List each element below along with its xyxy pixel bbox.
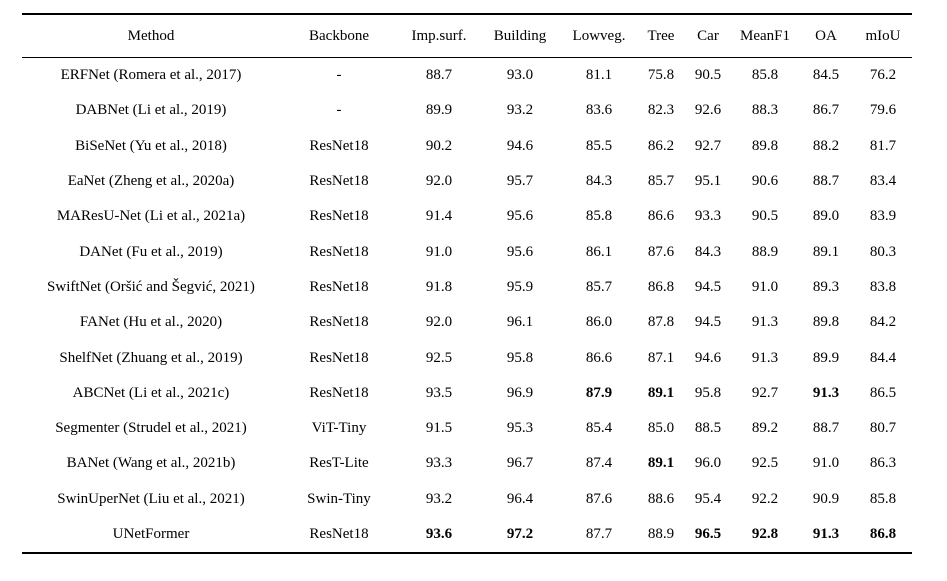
method-cell: DABNet (Li et al., 2019) [75,102,227,119]
metric-cell: 90.9 [812,490,840,507]
column-header-oa: OA [815,27,837,44]
metric-cell: 89.8 [812,314,840,331]
method-cell: EaNet (Zheng et al., 2020a) [67,173,235,190]
metric-cell: 96.1 [506,314,534,331]
metric-cell: 92.6 [694,102,722,119]
metric-cell: 94.5 [694,278,722,295]
metric-cell: 89.9 [812,349,840,366]
metric-cell: 91.0 [751,278,779,295]
metric-cell: 96.4 [506,490,534,507]
metric-cell: 85.8 [585,208,613,225]
method-cell: DANet (Fu et al., 2019) [79,243,223,260]
column-header-meanf1: MeanF1 [740,27,790,44]
metric-cell: 87.1 [647,349,675,366]
metric-cell: 87.8 [647,314,675,331]
metric-cell: 89.1 [647,455,675,472]
method-cell: SwinUperNet (Liu et al., 2021) [57,490,245,507]
metric-cell: 95.7 [506,173,534,190]
metric-cell: 89.1 [812,243,840,260]
metric-cell: 95.8 [694,384,722,401]
metric-cell: 89.3 [812,278,840,295]
backbone-cell: ResNet18 [309,278,369,295]
metric-cell: 83.8 [869,278,897,295]
metric-cell: 82.3 [647,102,675,119]
metric-cell: 84.5 [812,67,840,84]
metric-cell: 86.5 [869,384,897,401]
metric-cell: 80.3 [869,243,897,260]
metric-cell: 95.4 [694,490,722,507]
method-cell: BANet (Wang et al., 2021b) [66,455,236,472]
backbone-cell: ResNet18 [309,173,369,190]
results-table [22,13,912,554]
method-cell: Segmenter (Strudel et al., 2021) [55,420,247,437]
metric-cell: 87.6 [585,490,613,507]
metric-cell: 85.8 [869,490,897,507]
metric-cell: 89.9 [425,102,453,119]
table-row [22,58,912,94]
metric-cell: 79.6 [869,102,897,119]
metric-cell: 88.3 [751,102,779,119]
metric-cell: 86.8 [647,278,675,295]
metric-cell: 95.1 [694,173,722,190]
metric-cell: 96.7 [506,455,534,472]
metric-cell: 93.3 [425,455,453,472]
metric-cell: 88.2 [812,137,840,154]
metric-cell: 87.4 [585,455,613,472]
metric-cell: 90.2 [425,137,453,154]
metric-cell: 85.7 [585,278,613,295]
column-header-building: Building [493,27,547,44]
metric-cell: 86.3 [869,455,897,472]
metric-cell: 96.0 [694,455,722,472]
backbone-cell: ResNet18 [309,384,369,401]
method-cell: BiSeNet (Yu et al., 2018) [75,137,227,154]
metric-cell: 75.8 [647,67,675,84]
backbone-cell: ResNet18 [309,349,369,366]
metric-cell: 93.3 [694,208,722,225]
backbone-cell: Swin-Tiny [307,490,371,507]
method-cell: UNetFormer [112,526,190,542]
metric-cell: 92.8 [751,526,779,542]
header-row [22,14,912,58]
metric-cell: 91.3 [812,526,840,542]
metric-cell: 93.6 [425,526,453,542]
metric-cell: 92.7 [751,384,779,401]
table-row [22,305,912,340]
metric-cell: 83.4 [869,173,897,190]
metric-cell: 92.0 [425,314,453,331]
metric-cell: 86.2 [647,137,675,154]
backbone-cell: ViT-Tiny [311,420,367,437]
table-row [22,411,912,446]
backbone-cell: ResNet18 [309,137,369,154]
metric-cell: 89.1 [647,384,675,401]
metric-cell: 83.6 [585,102,613,119]
table-row [22,234,912,269]
backbone-cell: ResNet18 [309,243,369,260]
metric-cell: 81.1 [585,67,613,84]
metric-cell: 97.2 [506,526,534,542]
metric-cell: 96.5 [694,526,722,542]
metric-cell: 90.6 [751,173,779,190]
metric-cell: 90.5 [694,67,722,84]
metric-cell: 92.0 [425,173,453,190]
metric-cell: 95.9 [506,278,534,295]
metric-cell: 85.7 [647,173,675,190]
backbone-cell: - [336,67,342,84]
metric-cell: 87.9 [585,384,613,401]
metric-cell: 89.8 [751,137,779,154]
method-cell: ABCNet (Li et al., 2021c) [72,384,230,401]
table-row [22,129,912,164]
metric-cell: 88.7 [425,67,453,84]
metric-cell: 89.0 [812,208,840,225]
table-body [22,58,912,554]
method-cell: SwiftNet (Oršić and Šegvić, 2021) [47,278,255,295]
table-row [22,199,912,234]
metric-cell: 94.6 [694,349,722,366]
metric-cell: 91.0 [812,455,840,472]
metric-cell: 95.8 [506,349,534,366]
method-cell: ShelfNet (Zhuang et al., 2019) [59,349,243,366]
metric-cell: 88.5 [694,420,722,437]
metric-cell: 86.7 [812,102,840,119]
metric-cell: 88.6 [647,490,675,507]
column-header-imp-surf: Imp.surf. [411,27,467,44]
metric-cell: 84.3 [585,173,613,190]
metric-cell: 87.6 [647,243,675,260]
column-header-tree: Tree [647,27,675,44]
backbone-cell: ResNet18 [309,526,369,542]
metric-cell: 95.6 [506,243,534,260]
column-header-car: Car [697,27,719,44]
metric-cell: 76.2 [869,67,897,84]
table-row [22,482,912,517]
backbone-cell: ResNet18 [309,208,369,225]
metric-cell: 84.3 [694,243,722,260]
table-row [22,446,912,481]
metric-cell: 88.7 [812,173,840,190]
metric-cell: 85.8 [751,67,779,84]
table-row [22,376,912,411]
metric-cell: 95.3 [506,420,534,437]
metric-cell: 91.0 [425,243,453,260]
metric-cell: 92.5 [751,455,779,472]
metric-cell: 85.4 [585,420,613,437]
metric-cell: 83.9 [869,208,897,225]
metric-cell: 94.6 [506,137,534,154]
metric-cell: 92.7 [694,137,722,154]
table-row [22,270,912,305]
method-cell: ERFNet (Romera et al., 2017) [60,67,242,84]
metric-cell: 91.4 [425,208,453,225]
metric-cell: 88.9 [751,243,779,260]
metric-cell: 90.5 [751,208,779,225]
backbone-cell: - [336,102,342,119]
metric-cell: 93.2 [506,102,534,119]
metric-cell: 85.0 [647,420,675,437]
metric-cell: 91.3 [751,349,779,366]
metric-cell: 88.9 [647,526,675,542]
backbone-cell: ResNet18 [309,314,369,331]
metric-cell: 95.6 [506,208,534,225]
metric-cell: 80.7 [869,420,897,437]
table-row [22,340,912,375]
metric-cell: 88.7 [812,420,840,437]
column-header-backbone: Backbone [309,27,369,44]
method-cell: FANet (Hu et al., 2020) [79,314,223,331]
metric-cell: 86.6 [647,208,675,225]
metric-cell: 93.5 [425,384,453,401]
metric-cell: 84.2 [869,314,897,331]
metric-cell: 93.2 [425,490,453,507]
metric-cell: 91.3 [751,314,779,331]
metric-cell: 86.6 [585,349,613,366]
table-header [22,14,912,58]
metric-cell: 91.5 [425,420,453,437]
table-row [22,93,912,128]
backbone-cell: ResT-Lite [309,455,369,472]
column-header-method: Method [127,27,175,44]
metric-cell: 81.7 [869,137,897,154]
metric-cell: 93.0 [506,67,534,84]
metric-cell: 86.8 [869,526,897,542]
method-cell: MAResU-Net (Li et al., 2021a) [56,208,246,225]
metric-cell: 86.1 [585,243,613,260]
metric-cell: 91.8 [425,278,453,295]
metric-cell: 96.9 [506,384,534,401]
metric-cell: 94.5 [694,314,722,331]
metric-cell: 86.0 [585,314,613,331]
metric-cell: 91.3 [812,384,840,401]
metric-cell: 84.4 [869,349,897,366]
metric-cell: 87.7 [585,526,613,542]
column-header-miou: mIoU [865,27,901,44]
column-header-lowveg: Lowveg. [572,27,626,44]
table-row [22,164,912,199]
metric-cell: 92.5 [425,349,453,366]
metric-cell: 89.2 [751,420,779,437]
metric-cell: 92.2 [751,490,779,507]
metric-cell: 85.5 [585,137,613,154]
table-row [22,517,912,553]
